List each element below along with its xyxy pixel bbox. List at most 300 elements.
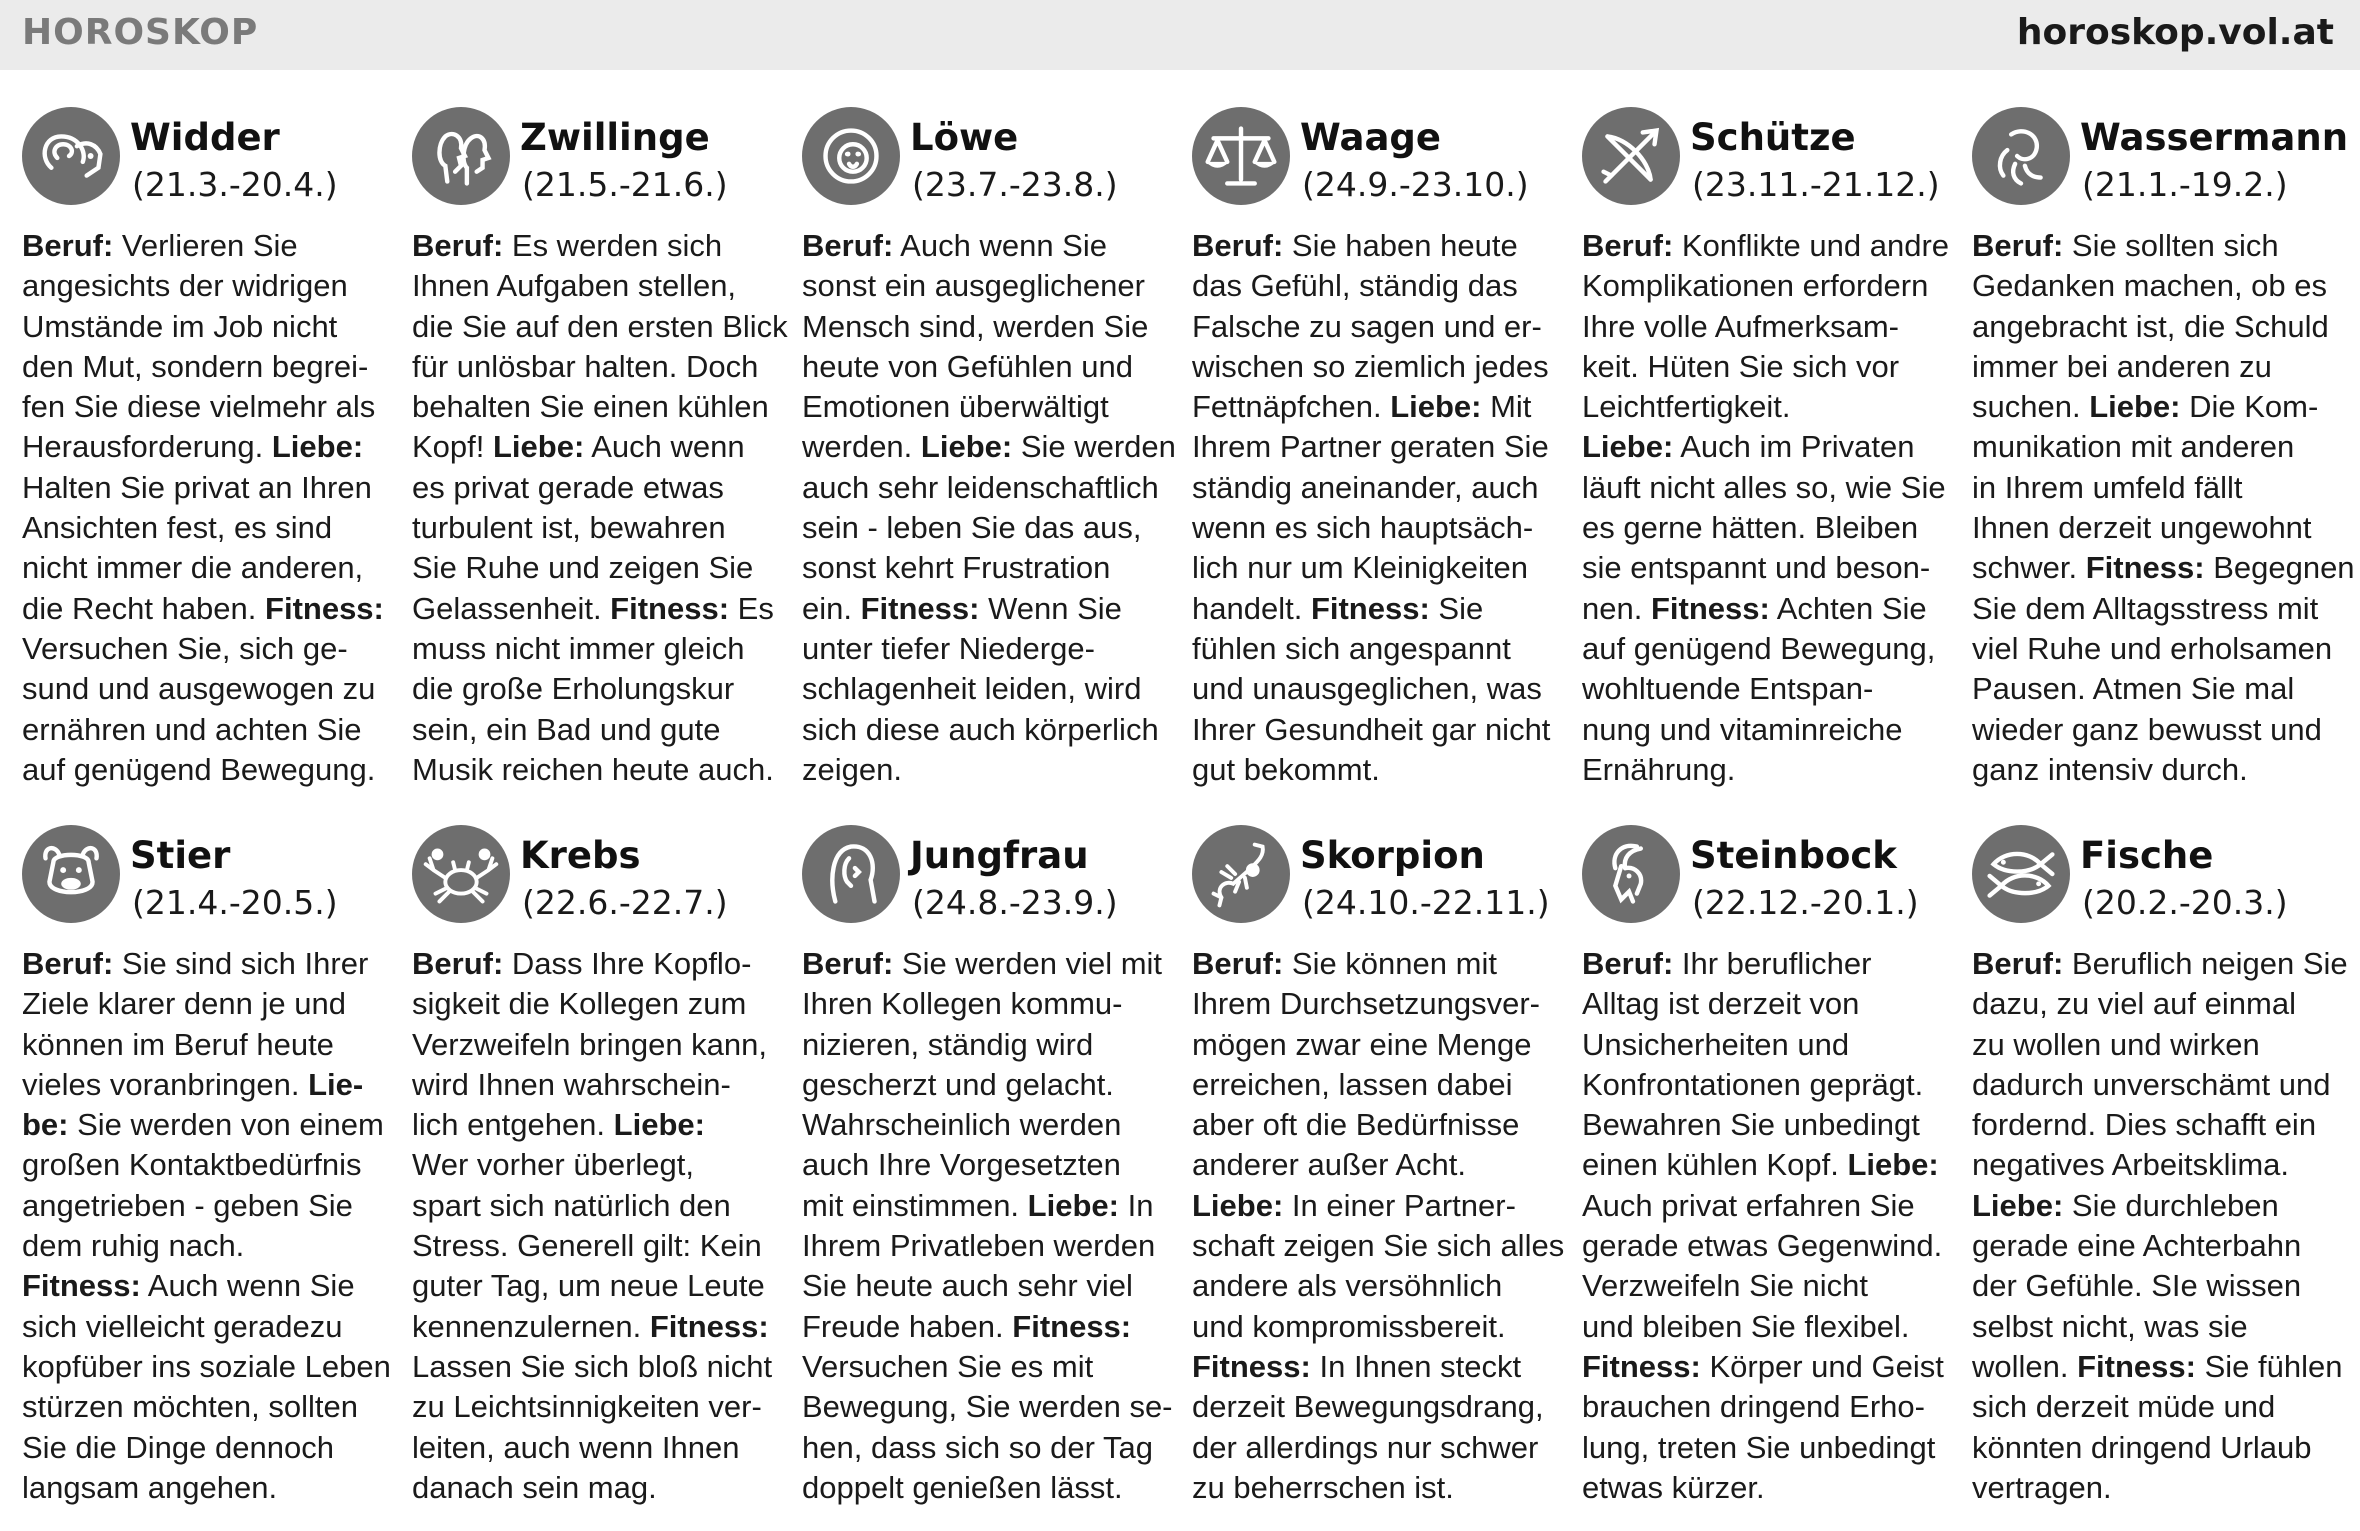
text-line — [802, 1145, 1170, 1185]
text-line — [412, 669, 780, 709]
forecast-text: Mit — [1481, 389, 1532, 425]
sign-header — [1972, 822, 2340, 930]
sign-name: Fische — [2080, 834, 2214, 877]
text-line — [22, 1387, 390, 1427]
horoscope-grid — [0, 104, 2360, 1531]
sign-name: Waage — [1300, 116, 1442, 159]
forecast-text: Verzweifeln Sie nicht — [1582, 1268, 1869, 1304]
category-label: Fitness: — [22, 1268, 141, 1304]
text-line — [22, 750, 390, 790]
forecast-text: vertragen. — [1972, 1469, 2112, 1505]
text-line — [1972, 1065, 2340, 1105]
text-line — [1582, 669, 1950, 709]
forecast-text: unter tiefer Niederge- — [802, 630, 1095, 666]
text-line — [802, 226, 1170, 266]
forecast-text: erreichen, lassen dabei — [1192, 1066, 1513, 1102]
forecast-text: handelt. — [1192, 590, 1311, 626]
text-line — [1192, 1428, 1560, 1468]
forecast-text: selbst nicht, was sie — [1972, 1308, 2248, 1344]
sign-name: Schütze — [1690, 116, 1856, 159]
sign-dates: (24.10.-22.11.) — [1302, 883, 1550, 922]
text-line — [1192, 1145, 1560, 1185]
forecast-text: zu Leichtsinnigkeiten ver- — [412, 1389, 762, 1425]
forecast-text: sonst kehrt Frustration — [802, 550, 1111, 586]
sign-schuetze — [1582, 104, 1950, 790]
sign-name: Stier — [130, 834, 231, 877]
forecast-text: munikation mit anderen — [1972, 429, 2295, 465]
text-line — [1192, 1347, 1560, 1387]
text-line — [412, 944, 780, 984]
forecast-text: die Recht haben. — [22, 590, 266, 626]
text-line — [1972, 387, 2340, 427]
sign-name: Steinbock — [1690, 834, 1897, 877]
forecast-text: turbulent ist, bewahren — [412, 510, 726, 546]
text-line — [22, 984, 390, 1024]
forecast-text: In — [1118, 1187, 1154, 1223]
text-line — [1972, 468, 2340, 508]
text-line — [1582, 944, 1950, 984]
category-label: Liebe: — [1582, 429, 1674, 465]
sign-skorpion — [1192, 822, 1565, 1508]
forecast-text: vieles voranbringen. — [22, 1066, 309, 1102]
twins-icon — [412, 107, 510, 205]
text-line — [802, 1266, 1170, 1306]
text-line — [412, 984, 780, 1024]
category-label: Liebe: — [1192, 1187, 1284, 1223]
text-line — [1582, 1307, 1950, 1347]
text-line — [802, 944, 1170, 984]
forecast-text: langsam angehen. — [22, 1469, 278, 1505]
forecast-text: sich vielleicht geradezu — [22, 1308, 343, 1344]
forecast-text: etwas kürzer. — [1582, 1469, 1765, 1505]
forecast-text: Lassen Sie sich bloß nicht — [412, 1348, 773, 1384]
text-line — [22, 710, 390, 750]
category-label: Beruf: — [1192, 228, 1284, 263]
forecast-text: danach sein mag. — [412, 1469, 657, 1505]
forecast-text: doppelt genießen lässt. — [802, 1469, 1123, 1505]
text-line — [1972, 508, 2340, 548]
forecast-text: nen. — [1582, 590, 1651, 626]
sign-forecast-text — [1972, 944, 2348, 1508]
sign-dates: (22.6.-22.7.) — [522, 883, 728, 922]
category-label: Beruf: — [1582, 946, 1674, 981]
category-label: Fitness: — [649, 1308, 769, 1344]
text-line — [1192, 508, 1560, 548]
forecast-text: Sie werden von einem — [68, 1107, 384, 1143]
text-line — [802, 629, 1170, 669]
forecast-text: Begegnen — [2204, 550, 2355, 586]
sign-header — [412, 822, 780, 930]
text-line — [802, 1428, 1170, 1468]
text-line — [412, 508, 780, 548]
forecast-text: aber oft die Bedürfnisse — [1192, 1107, 1520, 1143]
forecast-text: Wenn Sie — [979, 590, 1122, 626]
text-line — [1582, 387, 1950, 427]
forecast-text: Ihnen Aufgaben stellen, — [412, 268, 737, 304]
forecast-text: Wer vorher überlegt, — [412, 1147, 694, 1183]
text-line — [802, 468, 1170, 508]
text-line — [802, 1347, 1170, 1387]
text-line — [1972, 1307, 2340, 1347]
text-line — [412, 347, 780, 387]
forecast-text: Gedanken machen, ob es — [1972, 268, 2328, 304]
forecast-text: Ziele klarer denn je und — [22, 986, 346, 1022]
sign-wassermann — [1972, 104, 2355, 790]
forecast-text: wird Ihnen wahrschein- — [412, 1066, 731, 1102]
text-line — [802, 266, 1170, 306]
sign-header — [22, 104, 390, 212]
forecast-text: zeigen. — [802, 751, 902, 787]
text-line — [1972, 1468, 2340, 1508]
fish-icon — [1972, 825, 2070, 923]
text-line — [22, 1266, 390, 1306]
sign-fische — [1972, 822, 2348, 1508]
forecast-text: angebracht ist, die Schuld — [1972, 308, 2329, 344]
category-label: Beruf: — [1972, 228, 2064, 263]
text-line — [22, 669, 390, 709]
forecast-text: Konfrontationen geprägt. — [1582, 1066, 1924, 1102]
forecast-text: Sie haben heute — [1283, 228, 1518, 263]
forecast-text: Fettnäpfchen. — [1192, 389, 1391, 425]
forecast-text: heute von Gefühlen und — [802, 348, 1133, 384]
forecast-text: Konflikte und andre — [1673, 228, 1950, 263]
forecast-text: und unausgeglichen, was — [1192, 671, 1542, 707]
forecast-text: werden. — [802, 429, 921, 465]
text-line — [1582, 1226, 1950, 1266]
text-line — [802, 710, 1170, 750]
text-line — [802, 508, 1170, 548]
text-line — [412, 548, 780, 588]
text-line — [1192, 629, 1560, 669]
forecast-text: Es werden sich — [503, 228, 723, 263]
forecast-text: Auch wenn — [584, 429, 745, 465]
sign-forecast-text — [802, 944, 1173, 1508]
text-line — [412, 1105, 780, 1145]
text-line — [802, 548, 1170, 588]
forecast-text: es gerne hätten. Bleiben — [1582, 510, 1919, 546]
text-line — [412, 589, 780, 629]
forecast-text: schwer. — [1972, 550, 2086, 586]
forecast-text: nizieren, ständig wird — [802, 1026, 1094, 1062]
forecast-text: Auch wenn Sie — [893, 228, 1107, 263]
category-label: be: — [22, 1107, 69, 1143]
text-line — [1582, 984, 1950, 1024]
forecast-text: Sie sollten sich — [2063, 228, 2279, 263]
category-label: Beruf: — [802, 946, 894, 981]
category-label: Liebe: — [1390, 389, 1482, 425]
forecast-text: wenn es sich hauptsäch- — [1192, 510, 1534, 546]
forecast-text: spart sich natürlich den — [412, 1187, 731, 1223]
forecast-text: Auch wenn Sie — [140, 1268, 355, 1304]
forecast-text: sein - leben Sie das aus, — [802, 510, 1142, 546]
forecast-text: Freude haben. — [802, 1308, 1013, 1344]
forecast-text: läuft nicht alles so, wie Sie — [1582, 469, 1946, 505]
bull-icon — [22, 825, 120, 923]
forecast-text: Ihrer Gesundheit gar nicht — [1192, 711, 1551, 747]
forecast-text: kopfüber ins soziale Leben — [22, 1348, 391, 1384]
text-line — [1582, 1428, 1950, 1468]
forecast-text: angesichts der widrigen — [22, 268, 348, 304]
text-line — [802, 307, 1170, 347]
water-bearer-icon — [1972, 107, 2070, 205]
forecast-text: Gelassenheit. — [412, 590, 611, 626]
sign-name: Zwillinge — [520, 116, 710, 159]
forecast-text: Ihrem Durchsetzungsver- — [1192, 986, 1541, 1022]
text-line — [1582, 629, 1950, 669]
text-line — [802, 1307, 1170, 1347]
text-line — [1192, 984, 1560, 1024]
forecast-text: Falsche zu sagen und er- — [1192, 308, 1542, 344]
sign-forecast-text — [1192, 944, 1565, 1508]
category-label: Liebe: — [1027, 1187, 1119, 1223]
forecast-text: wieder ganz bewusst und — [1972, 711, 2322, 747]
sign-dates: (20.2.-20.3.) — [2082, 883, 2288, 922]
forecast-text: lich entgehen. — [412, 1107, 614, 1143]
sign-header — [1192, 104, 1560, 212]
forecast-text: in Ihrem umfeld fällt — [1972, 469, 2243, 505]
text-line — [22, 508, 390, 548]
sign-name: Widder — [130, 116, 280, 159]
category-label: Fitness: — [2077, 1348, 2196, 1384]
forecast-text: Alltag ist derzeit von — [1582, 986, 1860, 1022]
category-label: Beruf: — [802, 228, 894, 263]
text-line — [1192, 1025, 1560, 1065]
forecast-text: und bleiben Sie flexibel. — [1582, 1308, 1910, 1344]
text-line — [1192, 944, 1560, 984]
sign-forecast-text — [22, 226, 390, 790]
forecast-text: angetrieben - geben Sie — [22, 1187, 353, 1223]
forecast-text: Sie die Dinge dennoch — [22, 1429, 334, 1465]
category-label: Liebe: — [613, 1107, 705, 1143]
forecast-text: Bewegung, Sie werden se- — [802, 1389, 1173, 1425]
text-line — [802, 1025, 1170, 1065]
sign-forecast-text — [1582, 944, 1950, 1508]
sign-krebs — [412, 822, 780, 1508]
forecast-text: wischen so ziemlich jedes — [1192, 348, 1549, 384]
site-url[interactable]: horoskop.vol.at — [2016, 12, 2334, 53]
text-line — [22, 1186, 390, 1226]
forecast-text: großen Kontaktbedürfnis — [22, 1147, 362, 1183]
text-line — [22, 629, 390, 669]
forecast-text: Sie werden viel mit — [893, 946, 1163, 981]
ibex-icon — [1582, 825, 1680, 923]
forecast-text: sich diese auch körperlich — [802, 711, 1159, 747]
text-line — [1972, 1145, 2340, 1185]
forecast-text: ganz intensiv durch. — [1972, 751, 2248, 787]
text-line — [22, 1025, 390, 1065]
forecast-text: Es — [729, 590, 774, 626]
text-line — [1972, 1186, 2340, 1226]
forecast-text: der allerdings nur schwer — [1192, 1429, 1539, 1465]
text-line — [1192, 307, 1560, 347]
bow-arrow-icon — [1582, 107, 1680, 205]
category-label: Liebe: — [1847, 1147, 1939, 1183]
forecast-text: es privat gerade etwas — [412, 469, 724, 505]
text-line — [22, 1105, 390, 1145]
text-line — [412, 750, 780, 790]
text-line — [22, 307, 390, 347]
forecast-text: wohltuende Entspan- — [1582, 671, 1874, 707]
text-line — [1582, 589, 1950, 629]
text-line — [802, 1186, 1170, 1226]
forecast-text: Auch privat erfahren Sie — [1582, 1187, 1915, 1223]
category-label: Liebe: — [493, 429, 585, 465]
forecast-text: mögen zwar eine Menge — [1192, 1026, 1532, 1062]
text-line — [412, 1025, 780, 1065]
forecast-text: Dass Ihre Kopflo- — [503, 946, 752, 981]
category-label: Liebe: — [2089, 389, 2181, 425]
forecast-text: Herausforderung. — [22, 429, 272, 465]
text-line — [1192, 1266, 1560, 1306]
sign-forecast-text — [1972, 226, 2355, 790]
text-line — [22, 1307, 390, 1347]
forecast-text: können im Beruf heute — [22, 1026, 334, 1062]
text-line — [1582, 307, 1950, 347]
forecast-text: Komplikationen erfordern — [1582, 268, 1929, 304]
forecast-text: sich derzeit müde und — [1972, 1389, 2276, 1425]
forecast-text: dadurch unverschämt und — [1972, 1066, 2331, 1102]
text-line — [1972, 226, 2340, 266]
forecast-text: Sie werden — [1012, 429, 1176, 465]
forecast-text: einen kühlen Kopf. — [1582, 1147, 1848, 1183]
sign-name: Jungfrau — [910, 834, 1089, 877]
text-line — [1582, 468, 1950, 508]
text-line — [1972, 984, 2340, 1024]
forecast-text: Sie Ruhe und zeigen Sie — [412, 550, 754, 586]
text-line — [1972, 307, 2340, 347]
forecast-text: könnten dringend Urlaub — [1972, 1429, 2312, 1465]
forecast-text: fordernd. Dies schafft ein — [1972, 1107, 2317, 1143]
sign-name: Skorpion — [1300, 834, 1485, 877]
category-label: Beruf: — [1972, 946, 2064, 981]
text-line — [1972, 1025, 2340, 1065]
forecast-text: brauchen dringend Erho- — [1582, 1389, 1925, 1425]
text-line — [412, 629, 780, 669]
sign-header — [1582, 822, 1950, 930]
category-label: Beruf: — [1192, 946, 1284, 981]
forecast-text: viel Ruhe und erholsamen — [1972, 630, 2333, 666]
text-line — [412, 1186, 780, 1226]
sign-steinbock — [1582, 822, 1950, 1508]
forecast-text: Mensch sind, werden Sie — [802, 308, 1149, 344]
category-label: Beruf: — [412, 946, 504, 981]
text-line — [1192, 1065, 1560, 1105]
text-line — [1192, 266, 1560, 306]
text-line — [1192, 1387, 1560, 1427]
sign-dates: (22.12.-20.1.) — [1692, 883, 1919, 922]
forecast-text: zu wollen und wirken — [1972, 1026, 2260, 1062]
scales-icon — [1192, 107, 1290, 205]
text-line — [1582, 1347, 1950, 1387]
text-line — [412, 1307, 780, 1347]
virgin-icon — [802, 825, 900, 923]
sign-dates: (23.11.-21.12.) — [1692, 165, 1940, 204]
forecast-text: Emotionen überwältigt — [802, 389, 1109, 425]
sign-jungfrau — [802, 822, 1173, 1508]
text-line — [1582, 710, 1950, 750]
text-line — [1582, 1266, 1950, 1306]
forecast-text: Sie — [1429, 590, 1484, 626]
text-line — [412, 1347, 780, 1387]
text-line — [1972, 589, 2340, 629]
sign-forecast-text — [22, 944, 390, 1508]
text-line — [22, 266, 390, 306]
forecast-text: muss nicht immer gleich — [412, 630, 745, 666]
text-line — [22, 589, 390, 629]
sign-dates: (21.5.-21.6.) — [522, 165, 728, 204]
forecast-text: immer bei anderen zu — [1972, 348, 2272, 384]
text-line — [412, 468, 780, 508]
text-line — [1192, 750, 1560, 790]
text-line — [802, 984, 1170, 1024]
text-line — [412, 226, 780, 266]
forecast-text: guter Tag, um neue Leute — [412, 1268, 765, 1304]
category-label: Fitness: — [1650, 590, 1770, 626]
forecast-text: auch Ihre Vorgesetzten — [802, 1147, 1121, 1183]
forecast-text: mit einstimmen. — [802, 1187, 1028, 1223]
text-line — [802, 427, 1176, 467]
sign-header — [802, 104, 1170, 212]
category-label: Fitness: — [265, 590, 384, 626]
forecast-text: wollen. — [1972, 1348, 2078, 1384]
sign-widder — [22, 104, 390, 790]
text-line — [22, 944, 390, 984]
text-line — [1582, 1468, 1950, 1508]
sign-dates: (21.4.-20.5.) — [132, 883, 338, 922]
text-line — [1972, 1105, 2340, 1145]
text-line — [1582, 266, 1950, 306]
forecast-text: dem ruhig nach. — [22, 1228, 245, 1264]
section-title: HOROSKOP — [22, 12, 259, 53]
forecast-text: gut bekommt. — [1192, 751, 1380, 787]
sign-name: Wassermann — [2080, 116, 2349, 159]
forecast-text: das Gefühl, ständig das — [1192, 268, 1518, 304]
text-line — [412, 1266, 780, 1306]
text-line — [22, 347, 390, 387]
sign-waage — [1192, 104, 1560, 790]
text-line — [1582, 226, 1950, 266]
forecast-text: Sie dem Alltagsstress mit — [1972, 590, 2319, 626]
text-line — [802, 589, 1170, 629]
forecast-text: Unsicherheiten und — [1582, 1026, 1850, 1062]
sign-zwillinge — [412, 104, 788, 790]
text-line — [1582, 548, 1950, 588]
forecast-text: ernähren und achten Sie — [22, 711, 362, 747]
category-label: Beruf: — [1582, 228, 1674, 263]
text-line — [1192, 548, 1560, 588]
text-line — [1972, 629, 2340, 669]
forecast-text: sigkeit die Kollegen zum — [412, 986, 747, 1022]
text-line — [412, 1226, 780, 1266]
forecast-text: Körper und Geist — [1700, 1348, 1944, 1384]
text-line — [22, 1145, 390, 1185]
forecast-text: Ihr beruflicher — [1673, 946, 1872, 981]
forecast-text: keit. Hüten Sie sich vor — [1582, 348, 1900, 384]
text-line — [1972, 427, 2340, 467]
category-label: Liebe: — [920, 429, 1013, 465]
category-label: Fitness: — [1582, 1348, 1701, 1384]
forecast-text: sie entspannt und beson- — [1582, 550, 1931, 586]
forecast-text: der Gefühle. SIe wissen — [1972, 1268, 2302, 1304]
lion-icon — [802, 107, 900, 205]
category-label: Fitness: — [2085, 550, 2205, 586]
sign-header — [802, 822, 1170, 930]
crab-icon — [412, 825, 510, 923]
text-line — [1582, 1186, 1950, 1226]
text-line — [1972, 1347, 2343, 1387]
forecast-text: Auch im Privaten — [1673, 429, 1915, 465]
text-line — [1972, 750, 2340, 790]
